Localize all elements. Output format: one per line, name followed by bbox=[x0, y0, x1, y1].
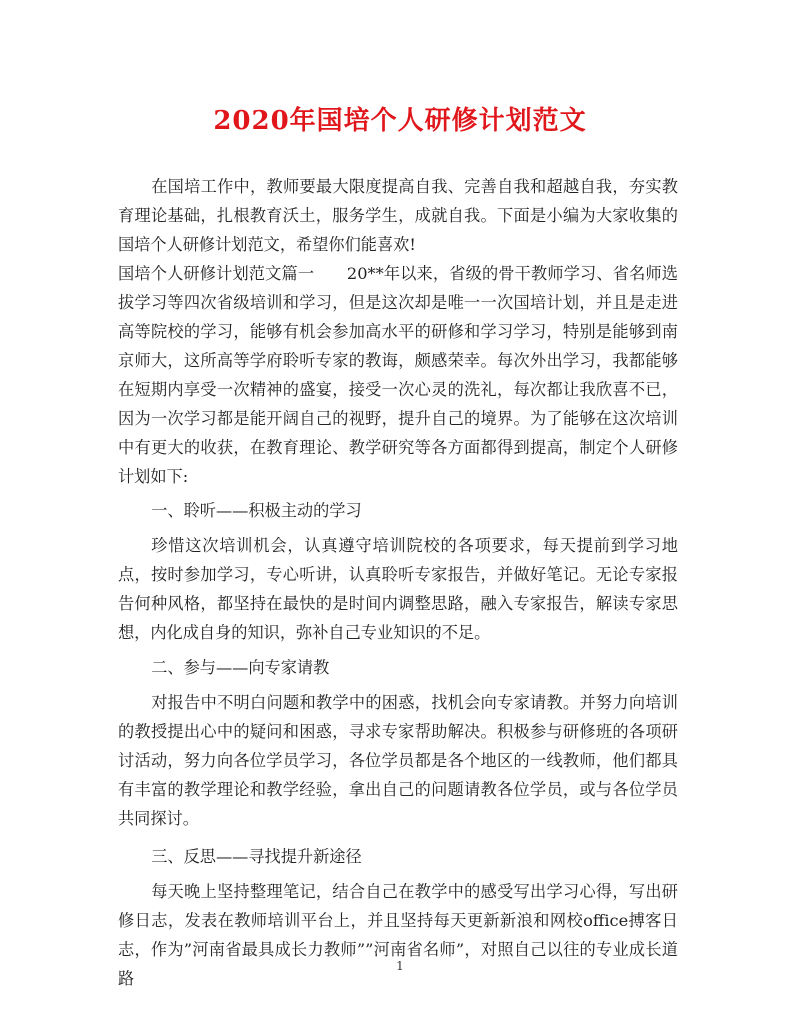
plan-intro-paragraph: 国培个人研修计划范文篇一 20**年以来，省级的骨干教师学习、省名师选拔学习等四次省级培训和学习，但是这次却是唯一一次国培计划，并且是走进高等院校的学习，能够有机会参加高水平的研修和学习学习，特别是能够到南京师大，这所高等学府聆听专家的教诲，颇感荣幸。每次外出学习，我都能够在短期内享受一次精神的盛宴，接受一次心灵的洗礼，每次都让我欣喜不已，因为一次学习都是能开阔自己的视野，提升自己的境界。为了能够在这次培训中有更大的收获，在教育理论、教学研究等各方面都得到提高，制定个人研修计划如下: bbox=[118, 264, 678, 486]
participate-paragraph: 对报告中不明白问题和教学中的困惑，找机会向专家请教。并努力向培训的教授提出心中的疑问和困惑，寻求专家帮助解决。积极参与研修班的各项研讨活动，努力向各位学员学习，各位学员都是各个地区的一线教师，他们都具有丰富的教学理论和教学经验，拿出自己的问题请教各位学员，或与各位学员共同探讨。 bbox=[118, 693, 678, 828]
section-heading-reflect: 三、反思——寻找提升新途径 bbox=[151, 847, 362, 866]
document-body bbox=[118, 172, 678, 993]
intro-paragraph: 在国培工作中，教师要最大限度提高自我、完善自我和超越自我，夯实教育理论基础，扎根教育沃土，服务学生，成就自我。下面是小编为大家收集的国培个人研修计划范文，希望你们能喜欢! bbox=[118, 177, 678, 254]
page-number: 1 bbox=[396, 959, 404, 973]
section-heading-listen: 一、聆听——积极主动的学习 bbox=[151, 501, 362, 520]
listen-paragraph: 珍惜这次培训机会，认真遵守培训院校的各项要求，每天提前到学习地点，按时参加学习，专心听讲，认真聆听专家报告，并做好笔记。无论专家报告何种风格，都坚持在最快的是时间内调整思路，融入专家报告，解读专家思想，内化成自身的知识，弥补自己专业知识的不足。 bbox=[118, 536, 678, 642]
section-heading-participate: 二、参与——向专家请教 bbox=[151, 658, 330, 677]
reflect-paragraph: 每天晚上坚持整理笔记，结合自己在教学中的感受写出学习心得，写出研修日志，发表在教师培训平台上，并且坚持每天更新新浪和网校office搏客日志，作为”河南省最具成长力教师””河南省名师”，对照自己以往的专业成长道路 bbox=[118, 882, 678, 988]
document-title: 2020年国培个人研修计划范文 bbox=[213, 106, 587, 136]
